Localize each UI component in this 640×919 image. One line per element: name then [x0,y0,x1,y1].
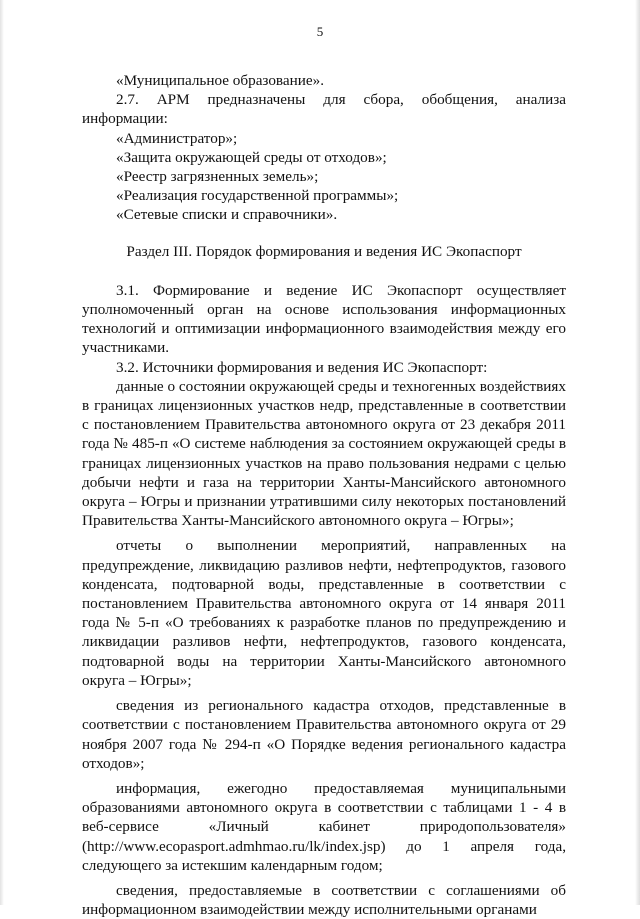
paragraph: данные о состоянии окружающей среды и техногенных воздействиях в границах лицензионных участков недр, представленные в соответствии с постановлением Правительства автономного округа от 23 декабря 2011 года № 485-п «О системе наблюдения за состоянием окружающей среды в границах лицензионных участков на право пользования недрами с целью добычи нефти и газа на территории Ханты-Мансийского автономного округа – Югры и признании утратившими силу некоторых постановлений Правительства Ханты-Мансийского автономного округа – Югры»; [82,377,566,530]
paragraph: информация, ежегодно предоставляемая муниципальными образованиями автономного округа в соответствии с таблицами 1 - 4 в веб-сервисе «Личный кабинет природопользователя» (http://www.ecopasport.admhmao.ru/lk/index.jsp) до 1 апреля года, следующего за истекшим календарным годом; [82,779,566,874]
paragraph: «Муниципальное образование». [116,72,325,89]
section-title: Раздел III. Порядок формирования и ведения ИС Экопаспорт [126,242,522,260]
paragraph: 3.1. Формирование и ведение ИС Экопаспорт осуществляет уполномоченный орган на основе использования информационных технологий и оптимизации информационного взаимодействия между его участниками. [82,281,566,357]
list-item: «Реестр загрязненных земель»; [116,168,319,186]
list-item: «Администратор»; [116,129,238,147]
paragraph: сведения, предоставляемые в соответствии с соглашениями об информационном взаимодействии между исполнительными органами [82,881,566,919]
paragraph: 2.7. АРМ предназначены для сбора, обобщения, анализа информации: [82,91,566,128]
list-item: «Реализация государственной программы»; [116,187,399,205]
paragraph: отчеты о выполнении мероприятий, направленных на предупреждение, ликвидацию разливов нефти, нефтепродуктов, газового конденсата, подтоварной воды, представленные в соответствии с постановлением Правительства автономного округа от 14 января 2011 года № 5-п «О требованиях к разработке планов по предупреждению и ликвидации разливов нефти, нефтепродуктов, газового конденсата, подтоварной воды на территории Ханты-Мансийского автономного округа – Югры»; [82,537,566,689]
page-edge-right [635,0,640,905]
paragraph: 3.2. Источники формирования и ведения ИС Экопаспорт: [116,358,488,376]
list-item: «Сетевые списки и справочники». [116,206,338,224]
page-edge-left [0,0,4,905]
paragraph: сведения из регионального кадастра отходов, представленные в соответствии с постановлением Правительства автономного округа от 29 ноября 2007 года № 294-п «О Порядке ведения регионального кадастра отходов»; [82,697,566,772]
page-number: 5 [316,24,324,39]
document-body [82,71,566,919]
list-item: «Защита окружающей среды от отходов»; [116,148,387,166]
